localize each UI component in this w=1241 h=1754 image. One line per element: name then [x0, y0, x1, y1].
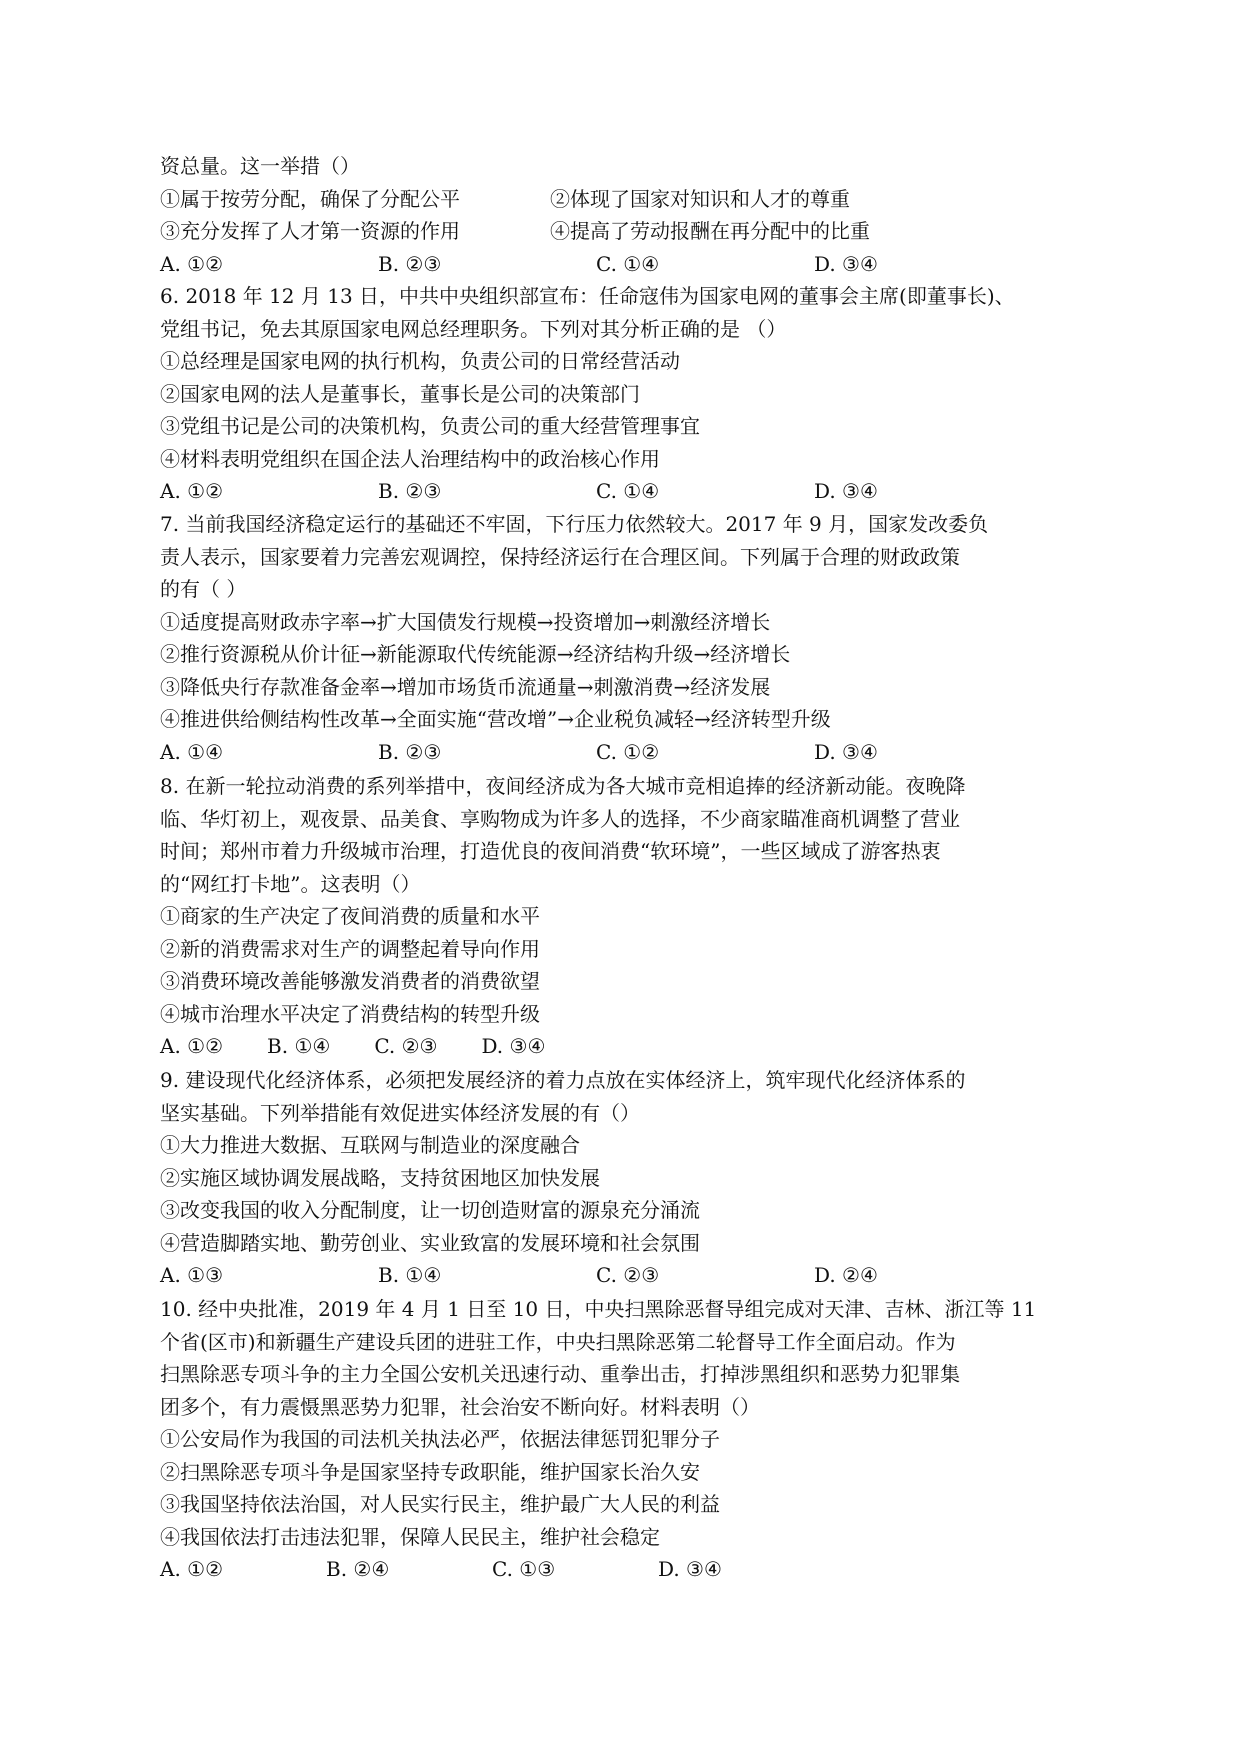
- option-item: ③我国坚持依法治国，对人民实行民主，维护最广大人民的利益: [160, 1492, 720, 1516]
- answer-option-a: A. ①②: [160, 1557, 224, 1581]
- question-stem: 临、华灯初上，观夜景、品美食、享购物成为许多人的选择，不少商家瞄准商机调整了营业: [160, 806, 960, 831]
- answer-options: [160, 1259, 1080, 1292]
- question-stem: 坚实基础。下列举措能有效促进实体经济发展的有（）: [160, 1100, 640, 1125]
- option-item: ①公安局作为我国的司法机关执法必严，依据法律惩罚犯罪分子: [160, 1427, 720, 1451]
- option-item: ③改变我国的收入分配制度，让一切创造财富的源泉充分涌流: [160, 1198, 700, 1222]
- question-6: [160, 280, 1080, 508]
- answer-option-a: A. ①②: [160, 479, 224, 503]
- option-item: ②体现了国家对知识和人才的尊重: [550, 186, 850, 211]
- answer-option-a: A. ①③: [160, 1263, 224, 1287]
- option-item: ③消费环境改善能够激发消费者的消费欲望: [160, 969, 540, 993]
- answer-option-d: D. ③④: [814, 739, 878, 764]
- question-stem: 责人表示，国家要着力完善宏观调控，保持经济运行在合理区间。下列属于合理的财政政策: [160, 544, 960, 569]
- answer-option-d: D. ③④: [481, 1034, 546, 1058]
- answer-options: [160, 475, 1080, 508]
- option-item: ①总经理是国家电网的执行机构，负责公司的日常经营活动: [160, 349, 680, 373]
- question-stem: 6. 2018 年 12 月 13 日，中共中央组织部宣布：任命寇伟为国家电网的董事会主席(即董事长)、: [160, 284, 1015, 308]
- item-row: [160, 183, 1080, 216]
- question-stem: 7. 当前我国经济稳定运行的基础还不牢固，下行压力依然较大。2017 年 9 月，国家发改委负: [160, 512, 989, 536]
- question-stem: 的有（ ）: [160, 577, 247, 601]
- answer-option-c: C. ①②: [596, 739, 660, 764]
- answer-option-d: D. ③④: [814, 479, 878, 503]
- question-stem: 10. 经中央批准，2019 年 4 月 1 日至 10 日，中央扫黑除恶督导组完成对天津、吉林、浙江等 11: [160, 1297, 1037, 1321]
- item-row: [160, 215, 1080, 248]
- question-stem: 党组书记，免去其原国家电网总经理职务。下列对其分析正确的是 （）: [160, 316, 787, 341]
- answer-option-a: A. ①②: [160, 251, 224, 276]
- answer-option-c: C. ①④: [596, 251, 660, 276]
- option-item: ②扫黑除恶专项斗争是国家坚持专政职能，维护国家长治久安: [160, 1459, 700, 1484]
- answer-options: [160, 248, 1080, 281]
- option-item: ②国家电网的法人是董事长，董事长是公司的决策部门: [160, 381, 640, 406]
- answer-option-a: A. ①④: [160, 739, 224, 764]
- answer-option-b: B. ①④: [267, 1034, 331, 1058]
- option-item: ③党组书记是公司的决策机构，负责公司的重大经营管理事宜: [160, 414, 700, 438]
- answer-option-c: C. ②③: [374, 1034, 438, 1058]
- answer-option-c: C. ①④: [596, 479, 660, 503]
- answer-option-c: C. ①③: [492, 1557, 556, 1581]
- question-9: [160, 1064, 1080, 1292]
- question-5: [160, 150, 1080, 280]
- answer-option-d: D. ③④: [814, 251, 878, 276]
- question-stem: 团多个，有力震慑黑恶势力犯罪，社会治安不断向好。材料表明（）: [160, 1394, 760, 1419]
- option-item: ③降低央行存款准备金率→增加市场货币流通量→刺激消费→经济发展: [160, 674, 771, 699]
- option-item: ④营造脚踏实地、勤劳创业、实业致富的发展环境和社会氛围: [160, 1230, 700, 1255]
- answer-option-d: D. ③④: [658, 1557, 722, 1581]
- option-item: ②新的消费需求对生产的调整起着导向作用: [160, 936, 540, 961]
- option-item: ④推进供给侧结构性改革→全面实施“营改增”→企业税负减轻→经济转型升级: [160, 707, 831, 731]
- option-item: ④城市治理水平决定了消费结构的转型升级: [160, 1001, 540, 1026]
- answer-option-b: B. ②③: [378, 739, 442, 764]
- option-item: ①适度提高财政赤字率→扩大国债发行规模→投资增加→刺激经济增长: [160, 609, 771, 634]
- answer-option-d: D. ②④: [814, 1263, 878, 1287]
- answer-option-b: B. ②③: [378, 251, 442, 276]
- question-10: [160, 1293, 1080, 1586]
- answer-options: [160, 1030, 1080, 1063]
- answer-option-c: C. ②③: [596, 1263, 660, 1287]
- option-item: ④提高了劳动报酬在再分配中的比重: [550, 219, 870, 243]
- question-stem: 个省(区市)和新疆生产建设兵团的进驻工作，中央扫黑除恶第二轮督导工作全面启动。作为: [160, 1329, 956, 1354]
- question-stem: 时间；郑州市着力升级城市治理，打造优良的夜间消费“软环境”，一些区域成了游客热衷: [160, 839, 941, 863]
- question-stem: 9. 建设现代化经济体系，必须把发展经济的着力点放在实体经济上，筑牢现代化经济体系的: [160, 1068, 966, 1092]
- answer-option-a: A. ①②: [160, 1034, 224, 1058]
- answer-options: [160, 736, 1080, 769]
- option-item: ②实施区域协调发展战略，支持贫困地区加快发展: [160, 1165, 600, 1190]
- option-item: ④我国依法打击违法犯罪，保障人民民主，维护社会稳定: [160, 1524, 660, 1549]
- question-7: [160, 508, 1080, 768]
- question-stem: 扫黑除恶专项斗争的主力全国公安机关迅速行动、重拳出击，打掉涉黑组织和恶势力犯罪集: [160, 1362, 960, 1386]
- option-item: ①属于按劳分配，确保了分配公平: [160, 186, 460, 211]
- question-stem: 资总量。这一举措（）: [160, 154, 360, 178]
- option-item: ③充分发挥了人才第一资源的作用: [160, 219, 460, 243]
- answer-option-b: B. ①④: [378, 1263, 442, 1287]
- question-8: [160, 770, 1080, 1063]
- option-item: ②推行资源税从价计征→新能源取代传统能源→经济结构升级→经济增长: [160, 642, 791, 666]
- answer-option-b: B. ②④: [326, 1557, 390, 1581]
- question-stem: 的“网红打卡地”。这表明（）: [160, 871, 421, 896]
- answer-option-b: B. ②③: [378, 479, 442, 503]
- question-stem: 8. 在新一轮拉动消费的系列举措中，夜间经济成为各大城市竞相追捧的经济新动能。夜晚降: [160, 774, 966, 798]
- option-item: ①商家的生产决定了夜间消费的质量和水平: [160, 904, 540, 928]
- answer-options: [160, 1553, 1080, 1586]
- option-item: ①大力推进大数据、互联网与制造业的深度融合: [160, 1133, 580, 1157]
- option-item: ④材料表明党组织在国企法人治理结构中的政治核心作用: [160, 446, 660, 471]
